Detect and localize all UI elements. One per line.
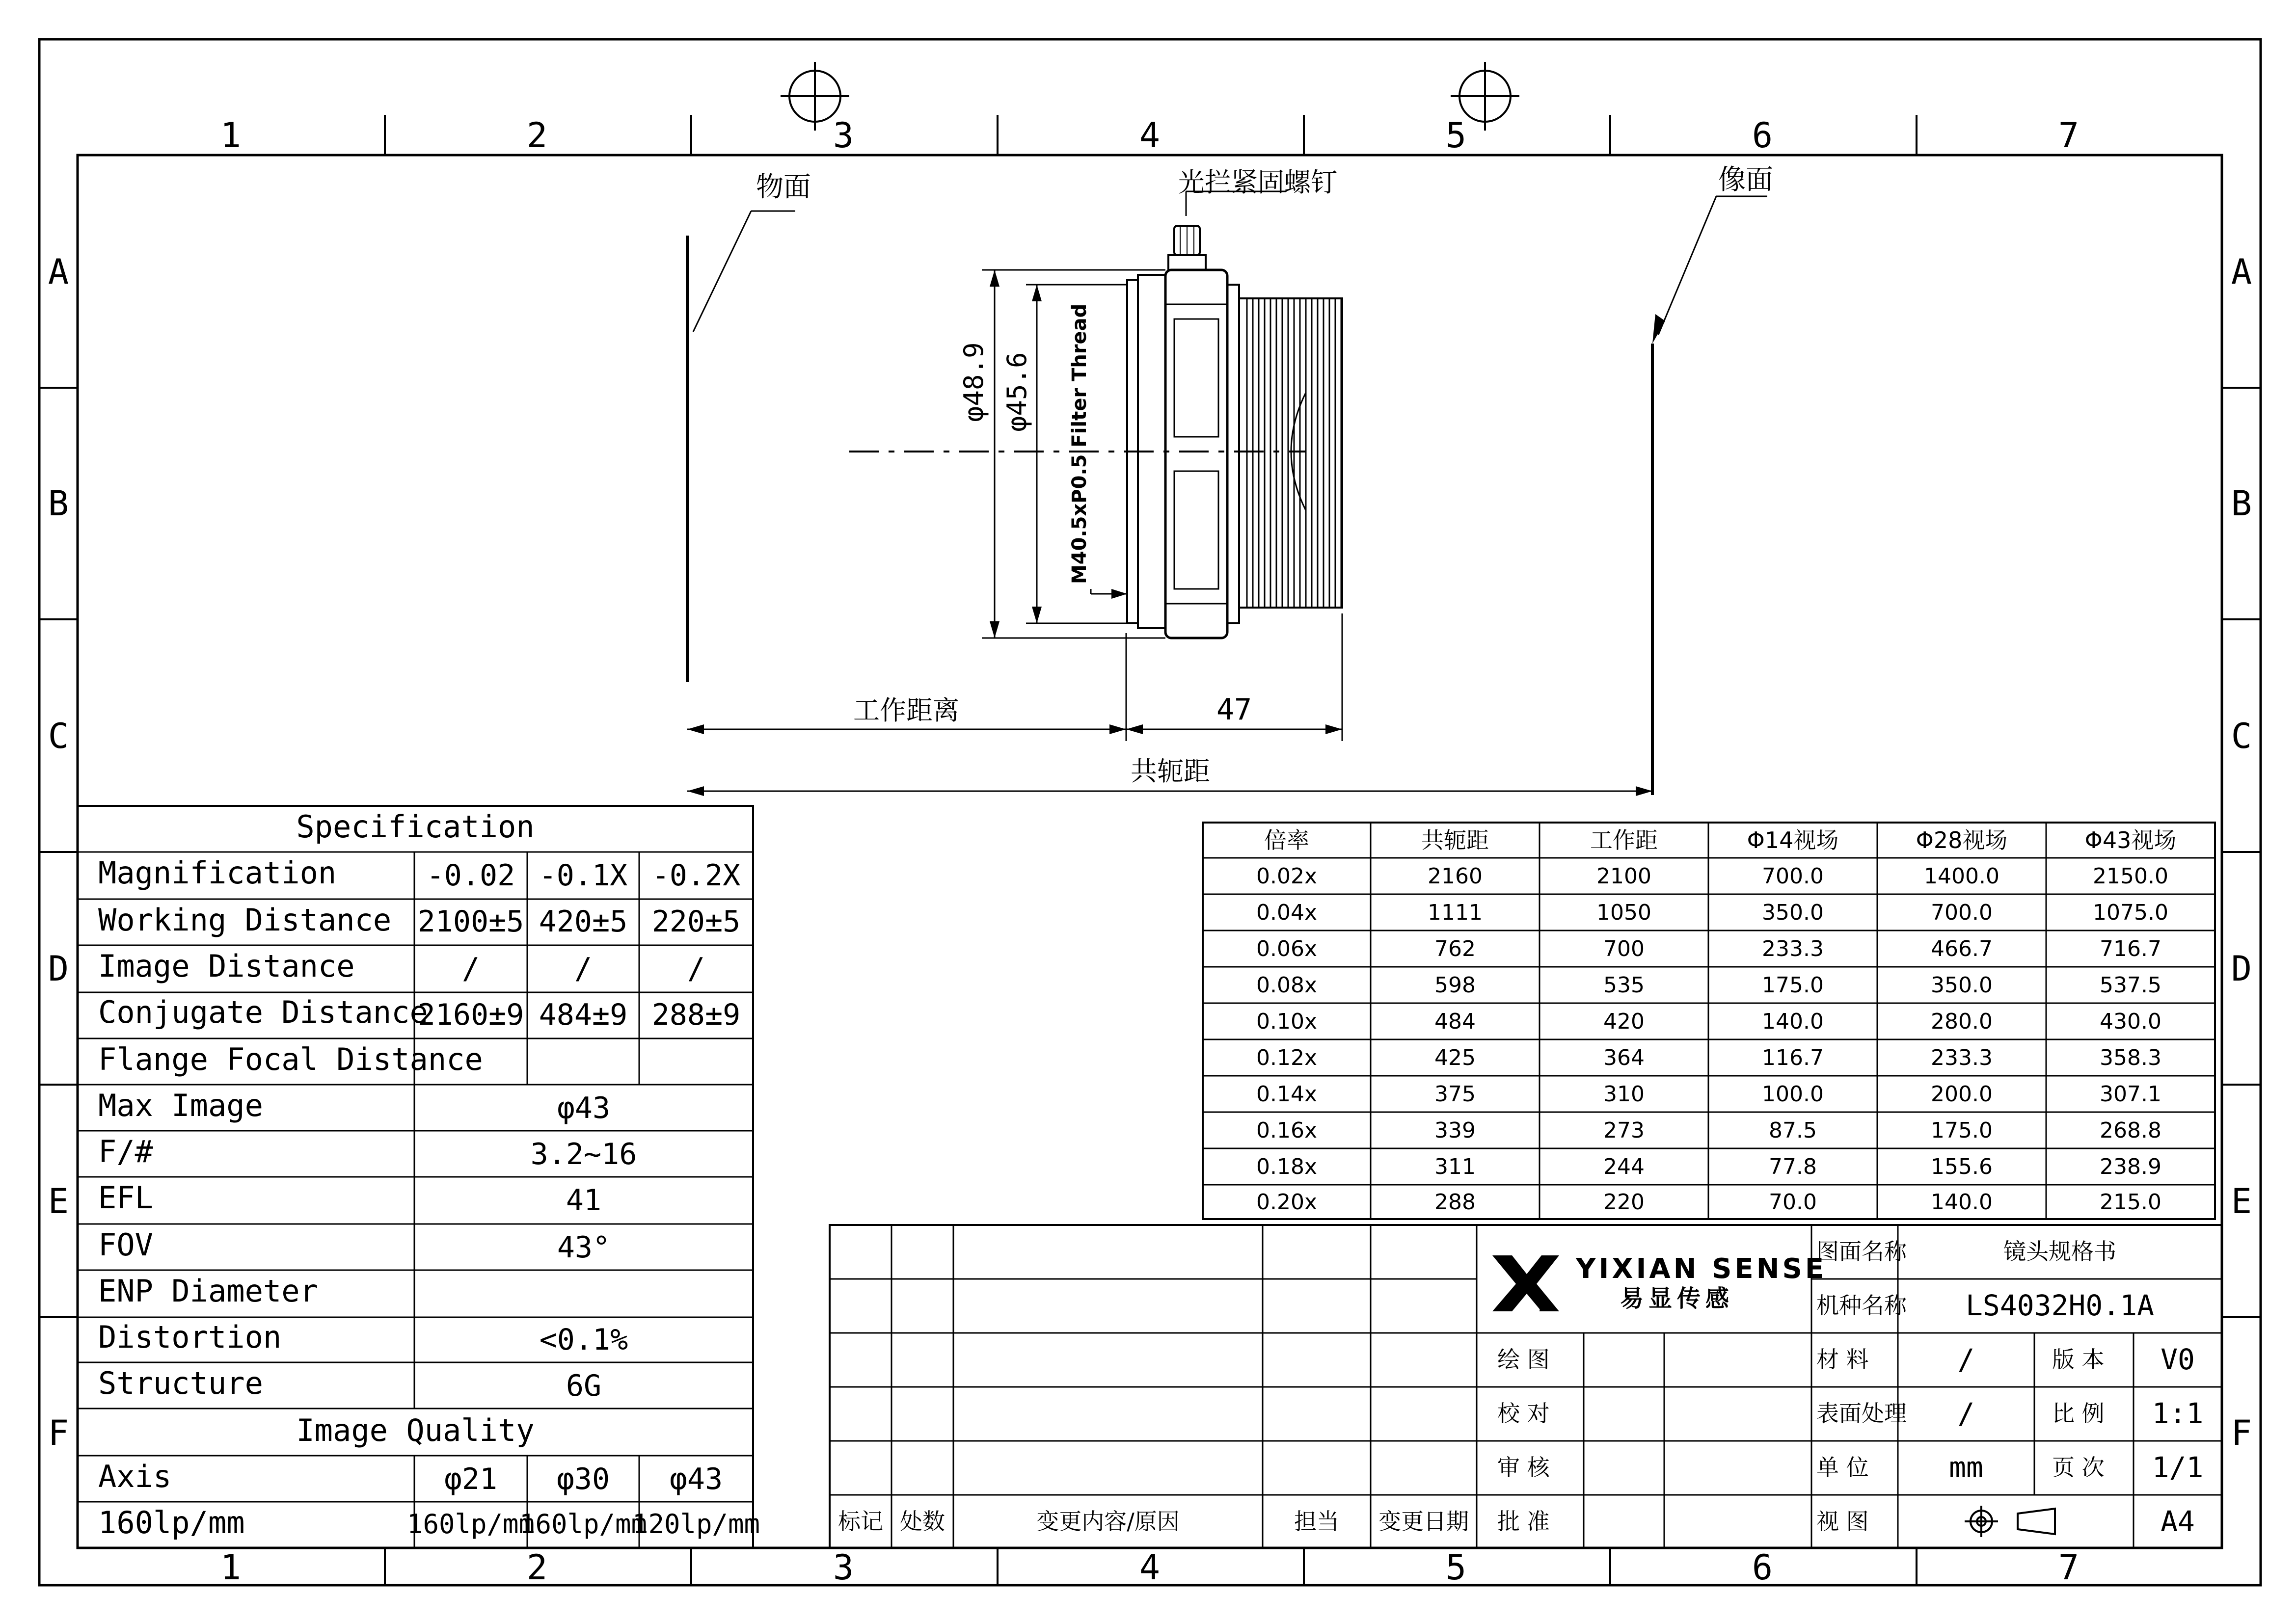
spec-value: 2160±9 — [417, 998, 524, 1032]
lens-drawing — [687, 164, 1773, 796]
spec-value: -0.02 — [426, 858, 515, 893]
spec-value: 41 — [566, 1183, 602, 1218]
mag-cell: 350.0 — [1931, 973, 1993, 998]
mag-cell: 700.0 — [1762, 864, 1824, 889]
mag-cell: 700 — [1603, 936, 1645, 961]
image-plane-label: 像面 — [1718, 164, 1773, 196]
spec-value: φ43 — [557, 1091, 611, 1125]
col-label-top: 2 — [526, 115, 548, 156]
spec-value: -0.2X — [651, 858, 741, 893]
check-label: 校 对 — [1497, 1400, 1550, 1427]
mag-cell: 244 — [1603, 1154, 1645, 1179]
rev-header: 变更日期 — [1378, 1508, 1469, 1535]
mag-cell: 0.08x — [1256, 973, 1318, 998]
spec-value: / — [574, 952, 593, 986]
col-label-bottom: 3 — [833, 1547, 854, 1588]
col-label-top: 1 — [220, 115, 242, 156]
row-label-right: A — [2231, 252, 2252, 292]
spec-value: 288±9 — [651, 998, 741, 1032]
mag-cell: 1400.0 — [1924, 864, 1999, 889]
mag-cell: 2160 — [1428, 864, 1483, 889]
rev-header: 标记 — [838, 1508, 883, 1535]
mag-header: 共轭距 — [1421, 827, 1489, 853]
outer-diameter-label: φ48.9 — [958, 342, 989, 422]
mag-cell: 273 — [1603, 1118, 1645, 1143]
yixian-logo — [1492, 1253, 1827, 1312]
approve-label: 批 准 — [1497, 1508, 1550, 1535]
drawing-name: 镜头规格书 — [2003, 1238, 2116, 1265]
mag-cell: 140.0 — [1931, 1190, 1993, 1215]
mag-cell: 358.3 — [2100, 1045, 2161, 1070]
rev-header: 担当 — [1294, 1508, 1339, 1535]
unit-label: 单 位 — [1816, 1454, 1869, 1481]
mag-cell: 484 — [1434, 1009, 1476, 1034]
model-label: 机种名称 — [1816, 1292, 1907, 1319]
conjugate-distance-label: 共轭距 — [1131, 756, 1210, 787]
row-label-left: D — [48, 949, 69, 989]
mag-cell: 1075.0 — [2093, 900, 2168, 925]
row-label-right: E — [2231, 1181, 2252, 1222]
row-label-right: F — [2231, 1413, 2252, 1453]
col-label-bottom: 6 — [1752, 1547, 1773, 1588]
mag-cell: 364 — [1603, 1045, 1645, 1070]
spec-value: 220±5 — [651, 904, 741, 939]
scale-value: 1:1 — [2152, 1397, 2204, 1430]
spec-value: 6G — [566, 1369, 602, 1403]
row-label-left: E — [48, 1181, 69, 1222]
spec-label: Image Distance — [98, 948, 355, 984]
surface-label: 表面处理 — [1816, 1400, 1907, 1427]
spec-label: ENP Diameter — [98, 1273, 318, 1309]
spec-value: 420±5 — [539, 904, 628, 939]
col-label-bottom: 1 — [220, 1547, 242, 1588]
spec-value: 160lp/mm — [519, 1509, 648, 1540]
spec-value: <0.1% — [539, 1323, 628, 1357]
mag-cell: 0.04x — [1256, 900, 1318, 925]
mag-cell: 716.7 — [2100, 936, 2161, 961]
col-label-top: 3 — [833, 115, 854, 156]
spec-label: Axis — [98, 1459, 172, 1494]
col-label-top: 6 — [1752, 115, 1773, 156]
mag-cell: 425 — [1434, 1045, 1476, 1070]
row-label-left: B — [48, 483, 69, 524]
spec-value: 484±9 — [539, 998, 628, 1032]
mag-cell: 598 — [1434, 973, 1476, 998]
mag-cell: 762 — [1434, 936, 1476, 961]
mag-cell: 0.10x — [1256, 1009, 1318, 1034]
spec-label: Structure — [98, 1365, 263, 1401]
mag-cell: 0.20x — [1256, 1190, 1318, 1215]
mag-cell: 220 — [1603, 1190, 1645, 1215]
col-label-top: 4 — [1139, 115, 1161, 156]
material-value: / — [1957, 1343, 1975, 1376]
mag-header: Φ43视场 — [2084, 827, 2177, 853]
brand-name-cn: 易显传感 — [1620, 1285, 1734, 1312]
mag-cell: 700.0 — [1931, 900, 1993, 925]
mag-cell: 2100 — [1596, 864, 1651, 889]
mag-cell: 155.6 — [1931, 1154, 1993, 1179]
object-plane-label: 物面 — [756, 171, 811, 203]
mag-cell: 466.7 — [1931, 936, 1993, 961]
mag-cell: 420 — [1603, 1009, 1645, 1034]
mag-cell: 87.5 — [1769, 1118, 1817, 1143]
spec-value: φ21 — [444, 1462, 498, 1496]
filter-thread-label: M40.5xP0.5 Filter Thread — [1068, 303, 1091, 584]
mag-cell: 1050 — [1596, 900, 1651, 925]
col-label-bottom: 4 — [1139, 1547, 1161, 1588]
spec-value: 2100±5 — [417, 904, 524, 939]
spec-value: φ43 — [669, 1462, 723, 1496]
view-label: 视 图 — [1816, 1508, 1869, 1535]
row-label-right: C — [2231, 716, 2252, 756]
mag-cell: 535 — [1603, 973, 1645, 998]
mag-cell: 311 — [1434, 1154, 1476, 1179]
spec-value: / — [461, 952, 480, 986]
mag-cell: 116.7 — [1762, 1045, 1824, 1070]
mag-cell: 288 — [1434, 1190, 1476, 1215]
image-quality-title: Image Quality — [296, 1412, 535, 1448]
mag-cell: 200.0 — [1931, 1082, 1993, 1107]
title-block — [830, 1225, 2222, 1548]
mag-cell: 2150.0 — [2093, 864, 2168, 889]
mag-cell: 77.8 — [1769, 1154, 1817, 1179]
col-label-bottom: 7 — [2058, 1547, 2080, 1588]
mag-cell: 0.14x — [1256, 1082, 1318, 1107]
spec-title: Specification — [296, 809, 535, 845]
aperture-screw-label: 光拦紧固螺钉 — [1178, 167, 1337, 198]
mag-header: 工作距 — [1590, 827, 1658, 853]
page-value: 1/1 — [2152, 1451, 2204, 1484]
mag-cell: 268.8 — [2100, 1118, 2161, 1143]
spec-label: Max Image — [98, 1088, 263, 1123]
row-label-left: C — [48, 716, 69, 756]
mag-cell: 0.02x — [1256, 864, 1318, 889]
spec-label: Flange Focal Distance — [98, 1041, 483, 1077]
mag-cell: 310 — [1603, 1082, 1645, 1107]
mag-cell: 1111 — [1428, 900, 1483, 925]
mag-cell: 375 — [1434, 1082, 1476, 1107]
spec-label: F/# — [98, 1134, 153, 1170]
spec-value: / — [687, 952, 705, 986]
spec-label: Working Distance — [98, 902, 392, 938]
spec-value: 3.2~16 — [530, 1137, 637, 1171]
brand-name: YIXIAN SENSE — [1576, 1253, 1827, 1285]
mag-cell: 175.0 — [1931, 1118, 1993, 1143]
rev-header: 处数 — [900, 1508, 945, 1535]
mag-cell: 430.0 — [2100, 1009, 2161, 1034]
spec-table — [78, 806, 760, 1548]
mag-header: 倍率 — [1264, 827, 1309, 853]
spec-label: Conjugate Distance — [98, 994, 428, 1030]
version-value: V0 — [2161, 1343, 2195, 1376]
material-label: 材 料 — [1816, 1346, 1869, 1373]
mag-cell: 0.12x — [1256, 1045, 1318, 1070]
row-label-left: F — [48, 1413, 69, 1453]
drawing-name-label: 图面名称 — [1816, 1238, 1907, 1265]
working-distance-label: 工作距离 — [853, 695, 959, 726]
spec-value: 160lp/mm — [406, 1509, 535, 1540]
flange-length-label: 47 — [1216, 692, 1252, 727]
row-label-right: B — [2231, 483, 2252, 524]
spec-label: Distortion — [98, 1319, 282, 1355]
spec-value: 43° — [557, 1230, 611, 1265]
spec-label: 160lp/mm — [98, 1505, 245, 1541]
spec-label: Magnification — [98, 855, 337, 891]
scale-label: 比 例 — [2052, 1400, 2105, 1427]
draw-label: 绘 图 — [1497, 1346, 1550, 1373]
mag-cell: 339 — [1434, 1118, 1476, 1143]
spec-label: EFL — [98, 1180, 153, 1216]
mag-cell: 175.0 — [1762, 973, 1824, 998]
mag-cell: 233.3 — [1931, 1045, 1993, 1070]
surface-value: / — [1957, 1397, 1975, 1430]
mag-cell: 0.16x — [1256, 1118, 1318, 1143]
rev-header: 变更内容/原因 — [1036, 1508, 1180, 1535]
mag-cell: 70.0 — [1769, 1190, 1817, 1215]
mag-cell: 238.9 — [2100, 1154, 2161, 1179]
col-label-top: 5 — [1445, 115, 1467, 156]
mag-cell: 0.06x — [1256, 936, 1318, 961]
page-label: 页 次 — [2052, 1454, 2105, 1481]
mag-header: Φ28视场 — [1916, 827, 2008, 853]
col-label-top: 7 — [2058, 115, 2080, 156]
magnification-table — [1203, 823, 2215, 1219]
review-label: 审 核 — [1497, 1454, 1550, 1481]
mag-cell: 140.0 — [1762, 1009, 1824, 1034]
mag-cell: 350.0 — [1762, 900, 1824, 925]
mag-cell: 537.5 — [2100, 973, 2161, 998]
mag-cell: 0.18x — [1256, 1154, 1318, 1179]
spec-value: -0.1X — [539, 858, 628, 893]
mag-header: Φ14视场 — [1747, 827, 1839, 853]
row-label-left: A — [48, 252, 69, 292]
projection-symbol-icon — [1965, 1506, 2055, 1537]
col-label-bottom: 5 — [1445, 1547, 1467, 1588]
version-label: 版 本 — [2052, 1346, 2105, 1373]
spec-value: φ30 — [556, 1462, 610, 1496]
col-label-bottom: 2 — [526, 1547, 548, 1588]
mag-cell: 307.1 — [2100, 1082, 2161, 1107]
model-number: LS4032H0.1A — [1965, 1289, 2155, 1322]
row-label-right: D — [2231, 949, 2252, 989]
mag-cell: 233.3 — [1762, 936, 1824, 961]
mag-cell: 280.0 — [1931, 1009, 1993, 1034]
mag-cell: 100.0 — [1762, 1082, 1824, 1107]
spec-label: FOV — [98, 1227, 153, 1263]
mag-cell: 215.0 — [2100, 1190, 2161, 1215]
paper-size: A4 — [2161, 1505, 2195, 1538]
unit-value: mm — [1949, 1451, 1983, 1484]
inner-diameter-label: φ45.6 — [1001, 352, 1032, 432]
spec-value: 120lp/mm — [632, 1509, 760, 1540]
